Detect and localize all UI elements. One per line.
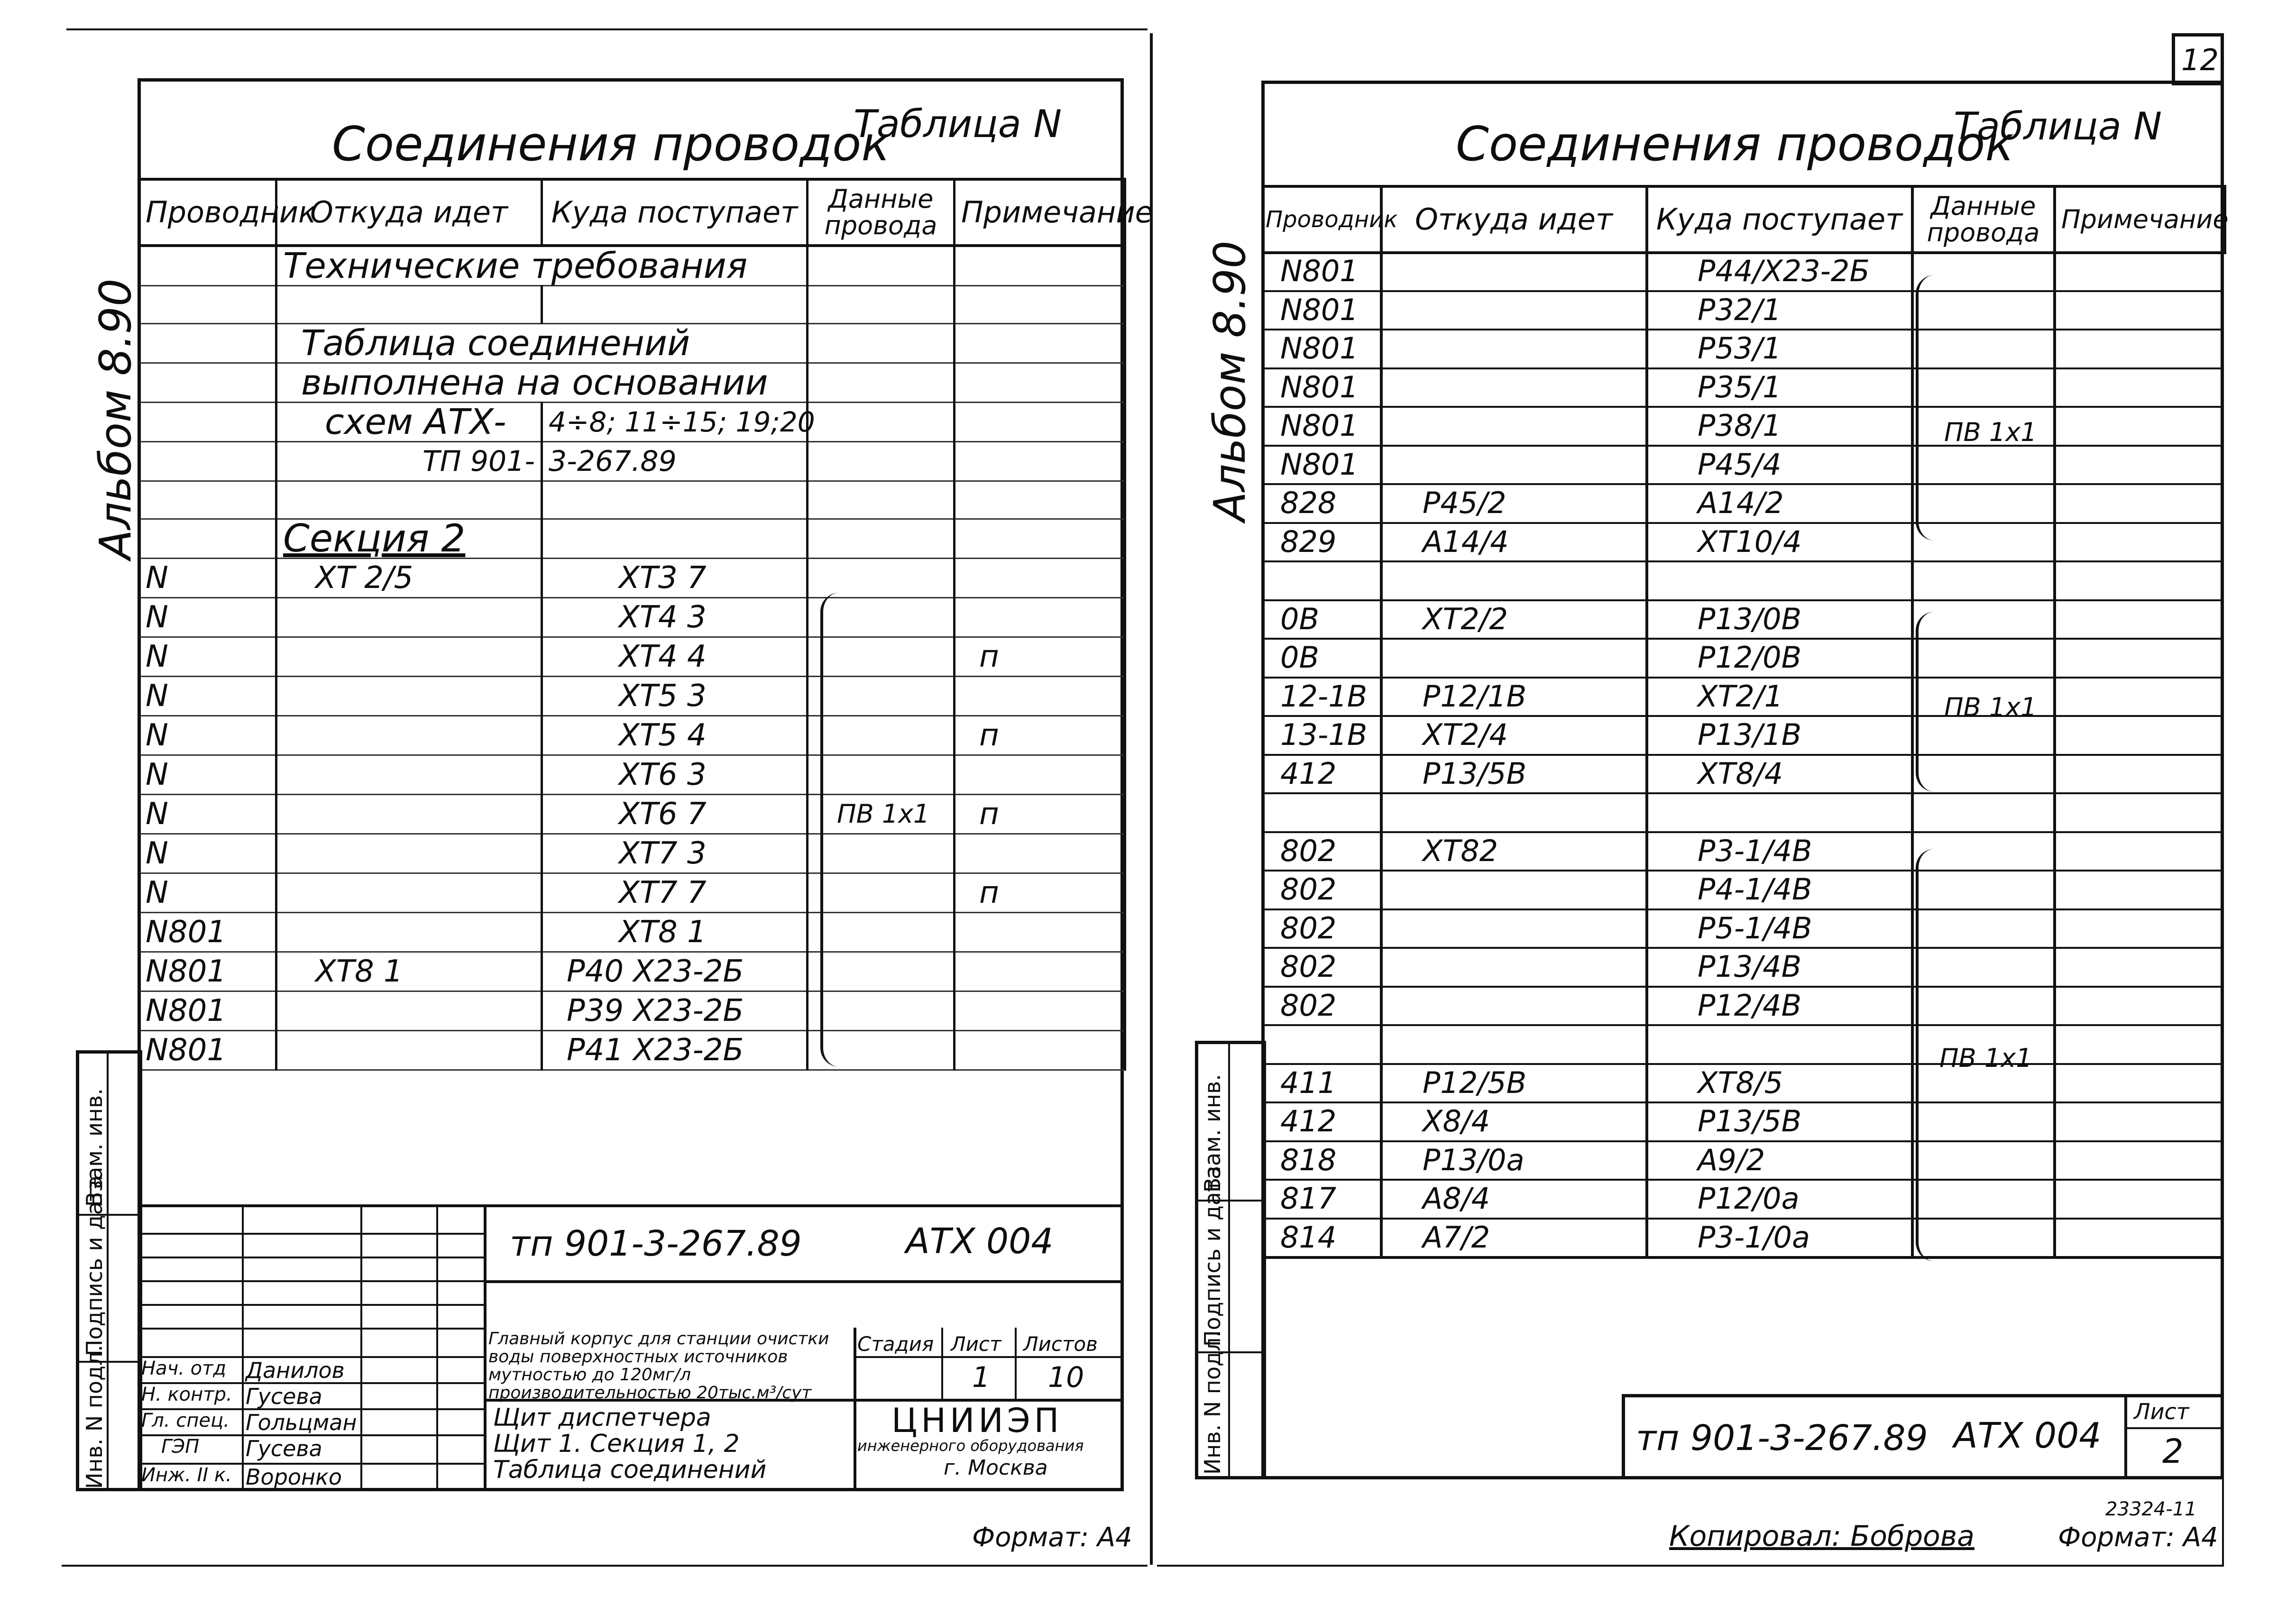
ref-number: 23324-11 xyxy=(2105,1498,2197,1520)
cell-to: ХТ8 1 xyxy=(542,913,808,952)
table-row xyxy=(139,991,1125,1031)
page-number: 12 xyxy=(2181,43,2219,77)
cell-conductor: N xyxy=(139,637,276,677)
cell-note xyxy=(955,834,1125,873)
cell-note xyxy=(955,598,1125,637)
bottom-edge-line-left xyxy=(62,1565,1148,1567)
left-album-label: Альбом 8.90 xyxy=(90,278,141,560)
cell-to: Р13/0В xyxy=(1698,601,1802,636)
left-side-label-a: Взам. инв. xyxy=(82,1088,107,1207)
cell-from xyxy=(276,637,542,677)
right-side-label-a: Взам. инв. xyxy=(1200,1074,1225,1193)
cell-to: Р40 Х23-2Б xyxy=(542,952,808,991)
cell-conductor: N xyxy=(139,755,276,795)
cell-conductor: N xyxy=(139,598,276,637)
stamp-description: Главный корпус для станции очистки воды поверхностных источников мутностью до 120мг/л производительностью 20тыс.м³/сут xyxy=(488,1329,829,1403)
cell-conductor: 802 xyxy=(1280,910,1337,945)
notes-line3: выполнена на основании xyxy=(276,363,808,403)
cell-to: А9/2 xyxy=(1698,1142,1765,1177)
table-row xyxy=(139,637,1125,677)
table-row xyxy=(139,677,1125,716)
cell-from: Р13/5В xyxy=(1423,756,1527,791)
cell-to: ХТ6 7 xyxy=(542,795,808,834)
cell-to: ХТ7 7 xyxy=(542,873,808,913)
cell-from: ХТ2/2 xyxy=(1423,601,1508,636)
cell-to: Р3-1/0а xyxy=(1698,1220,1810,1255)
stamp-divider xyxy=(138,1257,484,1258)
cell-from: ХТ 2/5 xyxy=(276,559,542,598)
stamp-org-2: инженерного оборудования xyxy=(857,1437,1084,1455)
col-conductor: Проводник xyxy=(139,179,276,246)
column-divider xyxy=(1911,185,1914,1256)
cell-to: ХТ2/1 xyxy=(1698,679,1783,714)
cell-from: Р45/2 xyxy=(1423,486,1506,520)
cell-conductor: N801 xyxy=(1280,408,1359,443)
stamp-divider xyxy=(242,1204,244,1491)
table-row xyxy=(139,913,1125,952)
right-edge-line xyxy=(2222,33,2224,1565)
table-row xyxy=(139,286,1125,324)
stamp-divider xyxy=(854,1356,1124,1358)
cell-to: А14/2 xyxy=(1698,486,1784,520)
stamp-divider xyxy=(138,1280,484,1282)
right-album-label: Альбом 8.90 xyxy=(1204,240,1255,522)
cell-to: ХТ5 4 xyxy=(542,716,808,755)
signer-role: Н. контр. xyxy=(141,1384,232,1405)
column-divider xyxy=(1380,185,1383,1256)
cell-note: п xyxy=(955,637,1125,677)
stamp-divider xyxy=(360,1204,362,1491)
col-wire: Данные провода xyxy=(1912,186,2055,253)
table-bottom-line xyxy=(1261,1256,2224,1259)
stamp-stage-label: Стадия xyxy=(857,1332,934,1356)
cell-conductor: N801 xyxy=(139,1031,276,1070)
right-wire-brace-3 xyxy=(1916,849,1938,1261)
left-title: Соединения проводок xyxy=(332,116,890,172)
cell-note: п xyxy=(955,716,1125,755)
signer-role: Инж. II к. xyxy=(141,1464,232,1486)
right-side-label-b: Подпись и дата xyxy=(1200,1165,1225,1347)
side-strip-divider xyxy=(1228,1041,1230,1479)
cell-to: Р53/1 xyxy=(1698,331,1782,366)
stamp-mark: АТХ 004 xyxy=(906,1221,1054,1262)
bottom-edge-line-right xyxy=(1157,1565,2224,1567)
left-format-label: Формат: А4 xyxy=(972,1522,1132,1553)
right-wire-group-2: ПВ 1х1 xyxy=(1944,692,2037,722)
column-divider xyxy=(1645,185,1648,1256)
stamp-top-line xyxy=(138,1204,1124,1207)
cell-to: Р12/0В xyxy=(1698,640,1802,675)
signer-name: Гольцман xyxy=(246,1410,357,1435)
fold-line xyxy=(1150,33,1153,1565)
cell-from: ХТ8 1 xyxy=(276,952,542,991)
table-row xyxy=(139,598,1125,637)
stamp-divider xyxy=(138,1328,484,1330)
cell-to: Р5-1/4В xyxy=(1698,910,1812,945)
cell-to: Р3-1/4В xyxy=(1698,833,1812,868)
col-conductor: Проводник xyxy=(1263,186,1381,253)
table-row xyxy=(139,873,1125,913)
cell-note: п xyxy=(955,873,1125,913)
right-wire-group-3: ПВ 1х1 xyxy=(1939,1043,2032,1073)
cell-to: Р4-1/4В xyxy=(1698,872,1812,907)
cell-conductor: N801 xyxy=(139,952,276,991)
signer-role: ГЭП xyxy=(161,1436,200,1458)
cell-from xyxy=(276,991,542,1031)
cell-to: ХТ4 4 xyxy=(542,637,808,677)
cell-conductor: N801 xyxy=(1280,369,1359,404)
table-row xyxy=(139,795,1125,834)
notes-line5a: ТП 901- xyxy=(276,442,542,481)
table-row xyxy=(139,952,1125,991)
signer-name: Данилов xyxy=(246,1358,345,1383)
table-row xyxy=(139,559,1125,598)
cell-conductor: 12-1В xyxy=(1280,679,1368,714)
right-connections-table xyxy=(1261,185,2229,254)
stamp-sheet-title-1: Щит диспетчера xyxy=(493,1404,711,1432)
stamp-divider xyxy=(484,1204,487,1491)
notes-line4a: схем АТХ- xyxy=(276,403,542,442)
stamp-divider xyxy=(138,1304,484,1306)
stamp-divider xyxy=(1015,1328,1017,1399)
cell-from xyxy=(276,677,542,716)
table-row xyxy=(139,324,1125,363)
stamp-org-1: ЦНИИЭП xyxy=(891,1401,1063,1440)
table-row xyxy=(139,716,1125,755)
cell-to: Р45/4 xyxy=(1698,447,1782,482)
copied-by: Копировал: Боброва xyxy=(1669,1520,1975,1553)
stamp-sheet-title-3: Таблица соединений xyxy=(493,1456,767,1484)
cell-from: Р13/0а xyxy=(1423,1142,1525,1177)
cell-from xyxy=(276,795,542,834)
right-title: Соединения проводок xyxy=(1456,116,2014,172)
right-format-label: Формат: А4 xyxy=(2058,1522,2218,1553)
cell-to: Р39 Х23-2Б xyxy=(542,991,808,1031)
cell-to: Р13/5В xyxy=(1698,1104,1802,1138)
cell-note xyxy=(955,755,1125,795)
cell-to: Р35/1 xyxy=(1698,369,1782,404)
stamp-sheet-no: 1 xyxy=(972,1361,991,1394)
table-row xyxy=(139,246,1125,286)
col-wire: Данные провода xyxy=(808,179,955,246)
notes-line5b: 3-267.89 xyxy=(542,442,808,481)
cell-conductor: N xyxy=(139,873,276,913)
cell-conductor: 802 xyxy=(1280,949,1337,984)
signer-role: Нач. отд xyxy=(141,1358,227,1379)
cell-conductor: 814 xyxy=(1280,1220,1337,1255)
stamp-sheets-label: Листов xyxy=(1023,1332,1098,1356)
cell-note xyxy=(955,559,1125,598)
cell-conductor: N xyxy=(139,559,276,598)
cell-conductor: 802 xyxy=(1280,833,1337,868)
column-divider xyxy=(2053,185,2056,1256)
cell-conductor: 412 xyxy=(1280,756,1337,791)
left-table-header xyxy=(139,179,1125,246)
cell-conductor: 802 xyxy=(1280,988,1337,1023)
left-wire-brace xyxy=(820,593,842,1067)
cell-from xyxy=(276,834,542,873)
cell-conductor: 412 xyxy=(1280,1104,1337,1138)
cell-from: А14/4 xyxy=(1423,524,1509,559)
stamp-sheet-label: Лист xyxy=(951,1332,1001,1356)
cell-from: ХТ2/4 xyxy=(1423,717,1508,752)
col-to: Куда поступает xyxy=(1647,186,1912,253)
cell-to: Р12/0а xyxy=(1698,1181,1800,1216)
cell-conductor: N801 xyxy=(1280,447,1359,482)
cell-note xyxy=(955,991,1125,1031)
cell-conductor: 0В xyxy=(1280,640,1319,675)
stamp-sheets-total: 10 xyxy=(1048,1361,1084,1394)
table-row xyxy=(139,1031,1125,1070)
col-from: Откуда идет xyxy=(1381,186,1647,253)
cell-conductor: 411 xyxy=(1280,1065,1337,1100)
table-row xyxy=(139,519,1125,559)
cell-from: А7/2 xyxy=(1423,1220,1490,1255)
cell-to: ХТ7 3 xyxy=(542,834,808,873)
left-table-label: Таблица N xyxy=(854,102,1062,146)
signer-role: Гл. спец. xyxy=(141,1410,230,1431)
col-note: Примечание xyxy=(2055,186,2225,253)
right-stamp-sheet-no: 2 xyxy=(2162,1432,2184,1471)
cell-to: Р12/4В xyxy=(1698,988,1802,1023)
signer-name: Воронко xyxy=(246,1464,342,1490)
top-edge-line xyxy=(66,28,1148,30)
cell-note xyxy=(955,913,1125,952)
cell-conductor: 13-1В xyxy=(1280,717,1368,752)
cell-note xyxy=(955,677,1125,716)
cell-from xyxy=(276,716,542,755)
cell-conductor: 0В xyxy=(1280,601,1319,636)
signer-name: Гусева xyxy=(246,1384,322,1409)
cell-to: Р13/1В xyxy=(1698,717,1802,752)
right-side-label-c: Инв. N подл. xyxy=(1200,1330,1225,1475)
signer-name: Гусева xyxy=(246,1436,322,1461)
cell-conductor: N801 xyxy=(1280,292,1359,327)
cell-conductor: N801 xyxy=(1280,254,1359,288)
stamp-divider xyxy=(138,1233,484,1235)
stamp-code: тп 901-3-267.89 xyxy=(510,1223,802,1264)
table-row xyxy=(139,363,1125,403)
row-divider xyxy=(1261,1024,2224,1026)
cell-to: ХТ8/5 xyxy=(1698,1065,1783,1100)
col-from: Откуда идет xyxy=(276,179,542,246)
cell-note xyxy=(955,952,1125,991)
stamp-divider xyxy=(854,1328,856,1491)
left-connections-table xyxy=(138,178,1153,1071)
cell-note xyxy=(955,1031,1125,1070)
table-row xyxy=(139,442,1125,481)
cell-to: ХТ8/4 xyxy=(1698,756,1783,791)
row-divider xyxy=(1261,792,2224,794)
cell-conductor: N xyxy=(139,834,276,873)
right-stamp-code: тп 901-3-267.89 xyxy=(1636,1418,1928,1459)
cell-conductor: N801 xyxy=(1280,331,1359,366)
cell-conductor: N801 xyxy=(139,991,276,1031)
cell-conductor: 817 xyxy=(1280,1181,1337,1216)
right-table-label: Таблица N xyxy=(1954,104,2162,148)
cell-note: п xyxy=(955,795,1125,834)
cell-from xyxy=(276,598,542,637)
right-stamp-sheet-label: Лист xyxy=(2134,1399,2189,1424)
stamp-divider xyxy=(941,1328,943,1399)
col-to: Куда поступает xyxy=(542,179,808,246)
table-row xyxy=(139,403,1125,442)
cell-from: Х8/4 xyxy=(1423,1104,1490,1138)
col-note: Примечание xyxy=(955,179,1125,246)
cell-from xyxy=(276,913,542,952)
right-table-header xyxy=(1263,186,2225,253)
cell-from: Р12/1В xyxy=(1423,679,1527,714)
cell-to: Р32/1 xyxy=(1698,292,1782,327)
table-row xyxy=(139,755,1125,795)
stamp-divider xyxy=(436,1204,438,1491)
cell-from: А8/4 xyxy=(1423,1181,1490,1216)
cell-to: ХТ6 3 xyxy=(542,755,808,795)
cell-to: Р41 Х23-2Б xyxy=(542,1031,808,1070)
table-row xyxy=(139,481,1125,519)
row-divider xyxy=(1261,560,2224,562)
cell-to: ХТ5 3 xyxy=(542,677,808,716)
cell-conductor: 829 xyxy=(1280,524,1337,559)
cell-to: ХТ3 7 xyxy=(542,559,808,598)
notes-line1: Технические требования xyxy=(276,246,808,286)
right-stamp-mark: АТХ 004 xyxy=(1954,1415,2102,1456)
stamp-divider xyxy=(2124,1394,2127,1479)
cell-conductor: N xyxy=(139,795,276,834)
cell-conductor: N xyxy=(139,677,276,716)
left-side-label-c: Инв. N подл. xyxy=(82,1345,107,1489)
right-wire-brace-2 xyxy=(1916,612,1938,792)
cell-from xyxy=(276,1031,542,1070)
cell-to: ХТ4 3 xyxy=(542,598,808,637)
wire-group-label: ПВ 1х1 xyxy=(808,795,955,834)
cell-from: ХТ82 xyxy=(1423,833,1498,868)
cell-to: Р44/Х23-2Б xyxy=(1698,254,1870,288)
cell-conductor: N801 xyxy=(139,913,276,952)
cell-to: ХТ10/4 xyxy=(1698,524,1802,559)
cell-to: Р13/4В xyxy=(1698,949,1802,984)
cell-conductor: 802 xyxy=(1280,872,1337,907)
right-wire-brace-1 xyxy=(1916,275,1938,541)
table-row xyxy=(139,834,1125,873)
stamp-divider xyxy=(484,1280,1124,1283)
stamp-org-3: г. Москва xyxy=(944,1456,1048,1480)
cell-conductor: 818 xyxy=(1280,1142,1337,1177)
cell-from xyxy=(276,873,542,913)
cell-to: Р38/1 xyxy=(1698,408,1782,443)
cell-conductor: 828 xyxy=(1280,486,1337,520)
cell-from xyxy=(276,755,542,795)
cell-from: Р12/5В xyxy=(1423,1065,1527,1100)
notes-line2: Таблица соединений xyxy=(276,324,808,363)
section-label: Секция 2 xyxy=(276,519,542,559)
stamp-divider xyxy=(2124,1427,2224,1429)
notes-line4b: 4÷8; 11÷15; 19;20 xyxy=(542,403,808,442)
right-wire-group-1: ПВ 1х1 xyxy=(1944,417,2037,447)
left-side-label-b: Подпись и дата xyxy=(82,1175,107,1356)
cell-conductor: N xyxy=(139,716,276,755)
stamp-sheet-title-2: Щит 1. Секция 1, 2 xyxy=(493,1430,740,1458)
